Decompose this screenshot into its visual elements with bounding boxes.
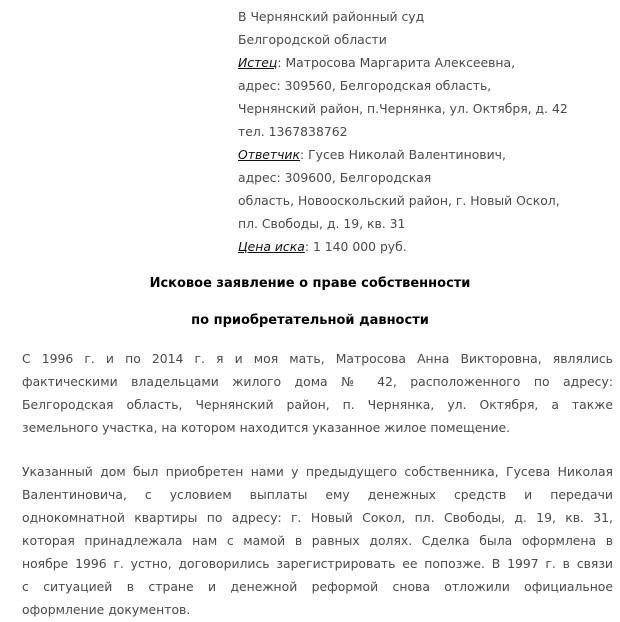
paragraph-line: оформление документов. xyxy=(22,602,191,617)
defendant-line xyxy=(238,143,568,166)
claim-line xyxy=(238,235,568,258)
paragraph-line: фактическими владельцами жилого дома № 42, расположенного по адресу: xyxy=(22,374,613,389)
plaintiff-phone: тел. 1367838762 xyxy=(238,124,348,139)
paragraph-line: с ситуацией в стране и денежной реформой снова отложили официальное xyxy=(22,579,613,594)
plaintiff-line xyxy=(238,51,568,74)
plaintiff-address-1: адрес: 309560, Белгородская область, xyxy=(238,78,492,93)
document-title: Исковое заявление о праве собственности xyxy=(149,276,471,291)
plaintiff-name: : Матросова Маргарита Алексеевна, xyxy=(277,55,516,70)
addressee-block xyxy=(238,5,568,258)
paragraph-line: земельного участка, на котором находится указанное жилое помещение. xyxy=(22,420,511,435)
paragraph-line: однокомнатной квартиры по адресу: г. Новый Сокол, пл. Свободы, д. 19, кв. 31, xyxy=(22,510,613,525)
paragraph-line: Указанный дом был приобретен нами у предыдущего собственника, Гусева Николая xyxy=(22,464,613,479)
paragraph-2 xyxy=(22,460,613,621)
paragraph-line: С 1996 г. и по 2014 г. я и моя мать, Матросова Анна Викторовна, являлись xyxy=(22,351,613,366)
defendant-address-2: область, Новооскольский район, г. Новый Оскол, xyxy=(238,193,560,208)
defendant-name: : Гусев Николай Валентинович, xyxy=(299,147,506,162)
defendant-address-3: пл. Свободы, д. 19, кв. 31 xyxy=(238,216,406,231)
paragraph-line: Валентиновича, с условием выплаты ему денежных средств и передачи xyxy=(22,487,613,502)
plaintiff-address-2: Чернянский район, п.Чернянка, ул. Октября, д. 42 xyxy=(238,101,568,116)
paragraph-1 xyxy=(22,347,613,439)
plaintiff-label: Истец xyxy=(238,55,278,70)
document-subtitle: по приобретательной давности xyxy=(191,313,429,328)
court-name: В Чернянский районный суд xyxy=(238,9,425,24)
claim-label: Цена иска xyxy=(238,239,305,254)
defendant-address-1: адрес: 309600, Белгородская xyxy=(238,170,432,185)
court-region: Белгородской области xyxy=(238,32,387,47)
defendant-label: Ответчик xyxy=(238,147,300,162)
paragraph-line: ноябре 1996 г. устно, договорились зарегистрировать ее попозже. В 1997 г. в связи xyxy=(22,556,613,571)
claim-value: : 1 140 000 руб. xyxy=(304,239,407,254)
paragraph-line: Белгородская область, Чернянский район, п. Чернянка, ул. Октября, а также xyxy=(22,397,613,412)
paragraph-line: которая принадлежала нам с мамой в равных долях. Сделка была оформлена в xyxy=(22,533,613,548)
